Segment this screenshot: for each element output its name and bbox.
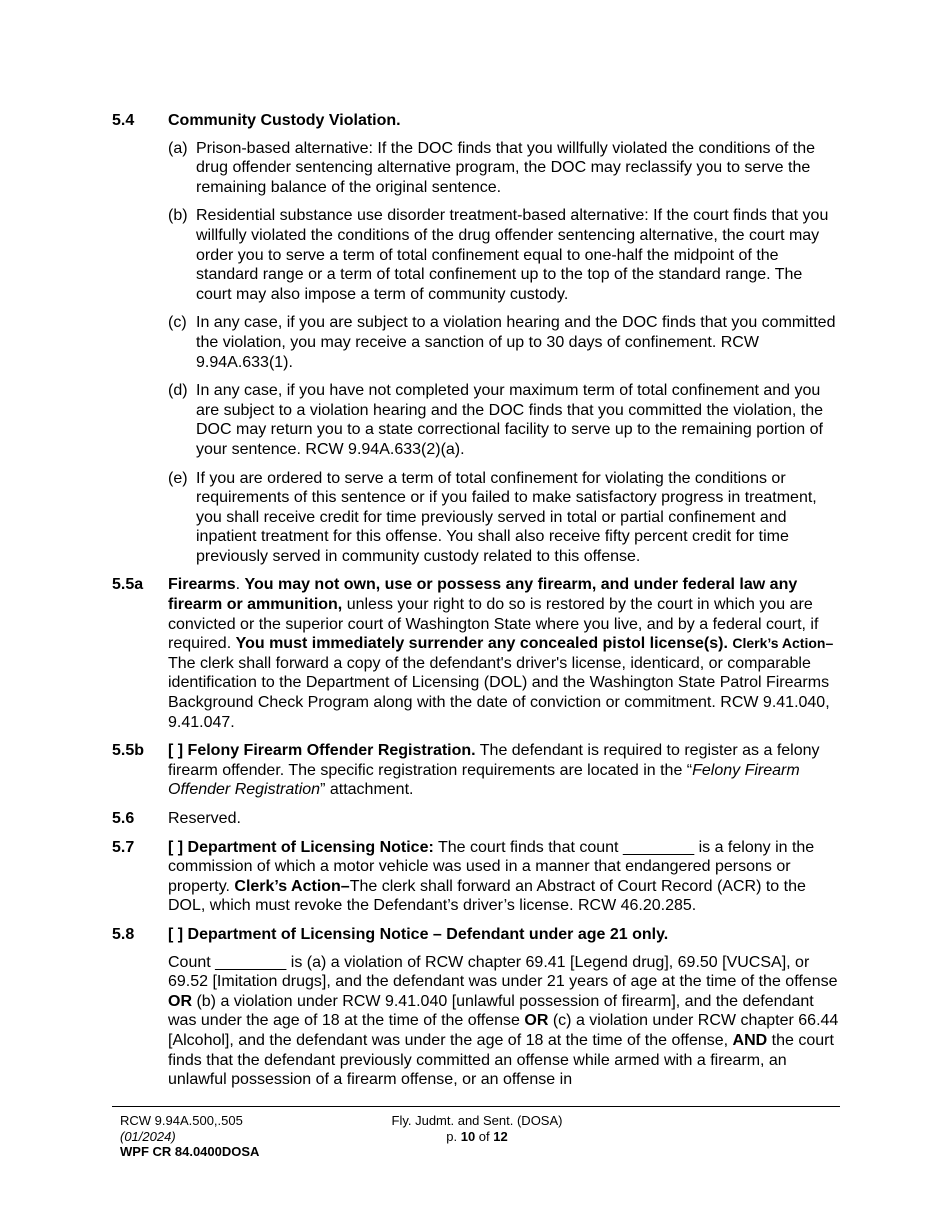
item-label: (b) [168, 207, 188, 225]
item-text: In any case, if you have not completed your maximum term of total confinement and you are subject to a violation hearing and the DOC finds that you committed the violation, the DOC may return you to a state correctional facility to serve up to the remaining portion of your sentence. RCW 9.94A.633(2)(a). [196, 382, 824, 458]
item-label: (e) [168, 469, 188, 487]
section-number: 5.4 [112, 112, 135, 129]
section-5-6 [112, 809, 840, 829]
text-run: The court finds that count ________ is a felony in the commission of which a motor vehicle was used in a manner that endangered persons or property. [168, 838, 815, 895]
item-label: (a) [168, 139, 188, 157]
section-number: 5.5a [112, 576, 144, 594]
dol-notice-heading: [ ] Department of Licensing Notice: [168, 838, 434, 856]
attachment-name: Felony Firearm Offender Registration [168, 761, 800, 799]
section-text [168, 953, 840, 1090]
text-run: . [235, 576, 245, 594]
list-item [168, 206, 840, 304]
text-run: The clerk shall forward an Abstract of Court Record (ACR) to the DOL, which must revoke the Defendant’s driver’s license. RCW 46.20.285. [168, 877, 806, 915]
section-text: Reserved. [168, 810, 241, 827]
item-text: Prison-based alternative: If the DOC finds that you willfully violated the conditions of the drug offender sentencing alternative program, the DOC may reclassify you to serve the remaining balance of the original sentence. [196, 139, 815, 196]
text-run: Count ________ is (a) a violation of RCW chapter 69.41 [Legend drug], 69.50 [VUCSA], or 69.52 [Imitation drugs], and the defendant was under 21 years of age at the time of the offense [168, 953, 838, 991]
list-item [168, 469, 840, 567]
text-run: ” attachment. [320, 781, 414, 799]
page-footer [112, 1106, 840, 1159]
section-number: 5.7 [112, 838, 135, 856]
page-current: 10 [460, 1128, 476, 1144]
footer-date: (01/2024) [120, 1128, 176, 1144]
page-prefix: p. [446, 1128, 461, 1144]
item-label: (c) [168, 314, 187, 332]
list-item [168, 139, 840, 198]
page-of: of [475, 1128, 494, 1144]
footer-doc-title: Fly. Judmt. and Sent. (DOSA) [391, 1113, 563, 1128]
item-text: In any case, if you are subject to a violation hearing and the DOC finds that you committed the violation, you may receive a sanction of up to 30 days of confinement. RCW 9.94A.633(1). [196, 314, 836, 371]
registration-heading: [ ] Felony Firearm Offender Registration. [168, 742, 476, 760]
list-item [168, 313, 840, 372]
footer-form-info [120, 1113, 259, 1160]
text-run: unless your right to do so is restored by the court in which you are convicted or the superior court of Washington State where you live, and by a federal court, if required. [168, 596, 819, 653]
text-run: The clerk shall forward a copy of the defendant's driver's license, identicard, or comparable identification to the Department of Licensing (DOL) and the Washington State Patrol Firearms Background Check Program along with the date of conviction or commitment. RCW 9.41.040, 9.41.047. [168, 654, 830, 731]
section-text [168, 575, 840, 732]
or-keyword: OR [168, 992, 192, 1010]
section-text [168, 741, 840, 800]
text-run: (b) a violation under RCW 9.41.040 [unlawful possession of firearm], and the defendant was under the age of 18 at the time of the offense [168, 992, 814, 1030]
or-keyword: OR [524, 1012, 549, 1030]
clerks-action-label: Clerk’s Action– [234, 877, 350, 895]
text-run: the court finds that the defendant previously committed an offense while armed with a firearm, an unlawful possession of a firearm offense, or an offense in [168, 1031, 834, 1089]
text-run: (c) a violation under RCW chapter 66.44 [Alcohol], and the defendant was under the age of 18 at the time of the offense, [168, 1012, 839, 1049]
footer-title-block [362, 1113, 592, 1144]
section-5-4 [112, 111, 840, 566]
footer-rcw: RCW 9.94A.500,.505 [120, 1113, 243, 1128]
section-5-5b [112, 741, 840, 800]
firearms-prohibition: You may not own, use or possess any firearm, and under federal law any firearm or ammunition, [168, 576, 798, 614]
list-item [168, 381, 840, 459]
item-text: Residential substance use disorder treatment-based alternative: If the court finds that you willfully violated the conditions of the drug offender sentencing alternative, the court may order you to serve a term of total confinement equal to one-half the midpoint of the standard range or a term of total confinement up to the top of the standard range. The court may also impose a term of community custody. [196, 207, 829, 303]
section-5-7 [112, 838, 840, 916]
section-text [168, 838, 840, 916]
section-number: 5.5b [112, 742, 145, 760]
footer-form-number: WPF CR 84.0400DOSA [120, 1144, 260, 1159]
section-title: Community Custody Violation. [168, 112, 401, 129]
section-5-5a [112, 575, 840, 732]
item-text: If you are ordered to serve a term of total confinement for violating the conditions or requirements of this sentence or if you failed to make satisfactory progress in treatment, you shall receive credit for time previously served in total or partial confinement and inpatient treatment for this offense. You shall also receive fifty percent credit for time previously served in community custody related to this offense. [196, 469, 817, 565]
section-title: [ ] Department of Licensing Notice – Defendant under age 21 only. [168, 925, 669, 943]
surrender-notice: You must immediately surrender any concealed pistol license(s). [235, 635, 728, 653]
item-label: (d) [168, 382, 188, 400]
document-body [112, 111, 840, 1099]
text-run: The defendant is required to register as a felony firearm offender. The specific registration requirements are located in the “ [168, 742, 820, 779]
clerks-action-label: Clerk’s Action– [732, 635, 834, 652]
page-total: 12 [493, 1128, 508, 1144]
section-number: 5.6 [112, 810, 135, 827]
firearms-heading: Firearms [168, 576, 236, 594]
and-keyword: AND [732, 1031, 768, 1049]
section-5-8 [112, 925, 840, 1090]
section-number: 5.8 [112, 925, 135, 943]
page-number [362, 1129, 592, 1145]
